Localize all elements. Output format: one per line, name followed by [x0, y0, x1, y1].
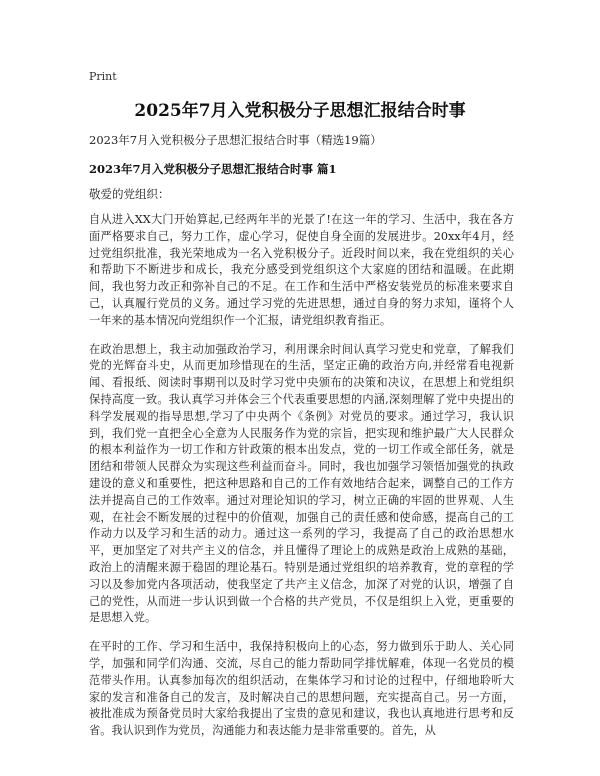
document-subtitle: 2023年7月入党积极分子思想汇报结合时事（精选19篇）	[89, 133, 382, 147]
paragraph-intro: 自从进入XX大门开始算起,已经两年半的光景了!在这一年的学习、生活中，我在各方面严格要求自己，努力工作，虚心学习，促使自身全面的发展进步。20xx年4月，经过党组织批准，我光荣地成为一名入党积极分子。近段时间以来，我在党组织的关心和帮助下不断进步和成长，我充分感受到党组织这个大家庭的团结和温暖。在此期间，我也努力改正和弥补自己的不足。在工作和生活中严格安装党员的标准来要求自己，认真履行党员的义务。通过学习党的先进思想，通过自身的努力求知，谨将个人一年来的基本情况向党组织作一个汇报，请党组织教育指正。	[89, 213, 514, 327]
document-title: 2025年7月入党积极分子思想汇报结合时事	[134, 101, 466, 121]
section-heading: 2023年7月入党积极分子思想汇报结合时事 篇1	[89, 162, 337, 176]
paragraph-political-thought: 在政治思想上，我主动加强政治学习，利用课余时间认真学习党史和党章，了解我们党的光辉奋斗史，从而更加珍惜现在的生活，坚定正确的政治方向,并经常看电视新闻、看报纸、阅读时事期刊以及时学习党中央颁布的决策和决议，在思想上和党组织保持高度一致。我认真学习并体会三个代表重要思想的内涵,深刻理解了党中央提出的科学发展观的指导思想,学习了中央两个《条例》对党员的要求。通过学习，我认识到，我们党一直把全心全意为人民服务作为党的宗旨，把实现和维护最广大人民群众的根本利益作为一切工作和方针政策的根本出发点，党的一切工作或全部任务，就是团结和带领人民群众为实现这些利益而奋斗。同时，我也加强学习领悟加强党的执政建设的意义和重要性，把这种思路和自己的工作有效地结合起来，调整自己的工作方法并提高自己的工作效率。通过对理论知识的学习，树立正确的牢固的世界观、人生观，在社会不断发展的过程中的价值观，加强自己的责任感和使命感，提高自己的工作动力以及学习和生活的动力。通过这一系列的学习，我提高了自己的政治思想水平，更加坚定了对共产主义的信念，并且懂得了理论上的成熟是政治上成熟的基础，政治上的清醒来源于稳固的理论基石。特别是通过党组织的培养教育，党的章程的学习以及参加党内各项活动，使我坚定了共产主义信念，加深了对党的认识，增强了自己的党性，从而进一步认识到做一个合格的共产党员，不仅是组织上入党，更重要的是思想入党。	[89, 342, 514, 625]
paragraph-daily-work: 在平时的工作、学习和生活中，我保持积极向上的心态，努力做到乐于助人、关心同学，加强和同学们沟通、交流，尽自己的能力帮助同学排忧解难，体现一名党员的模范带头作用。认真参加每次的组织活动，在集体学习和讨论的过程中，仔细地聆听大家的发言和准备自己的发言，及时解决自己的思想问题，充实提高自己。另一方面，被批准成为预备党员时大家给我提出了宝贵的意见和建议，我也认真地进行思考和反省。我认识到作为党员，沟通能力和表达能力是非常重要的。首先，从	[89, 640, 514, 738]
print-link[interactable]: Print	[89, 70, 117, 83]
document-body	[89, 212, 514, 776]
salutation: 敬爱的党组织：	[89, 187, 170, 201]
